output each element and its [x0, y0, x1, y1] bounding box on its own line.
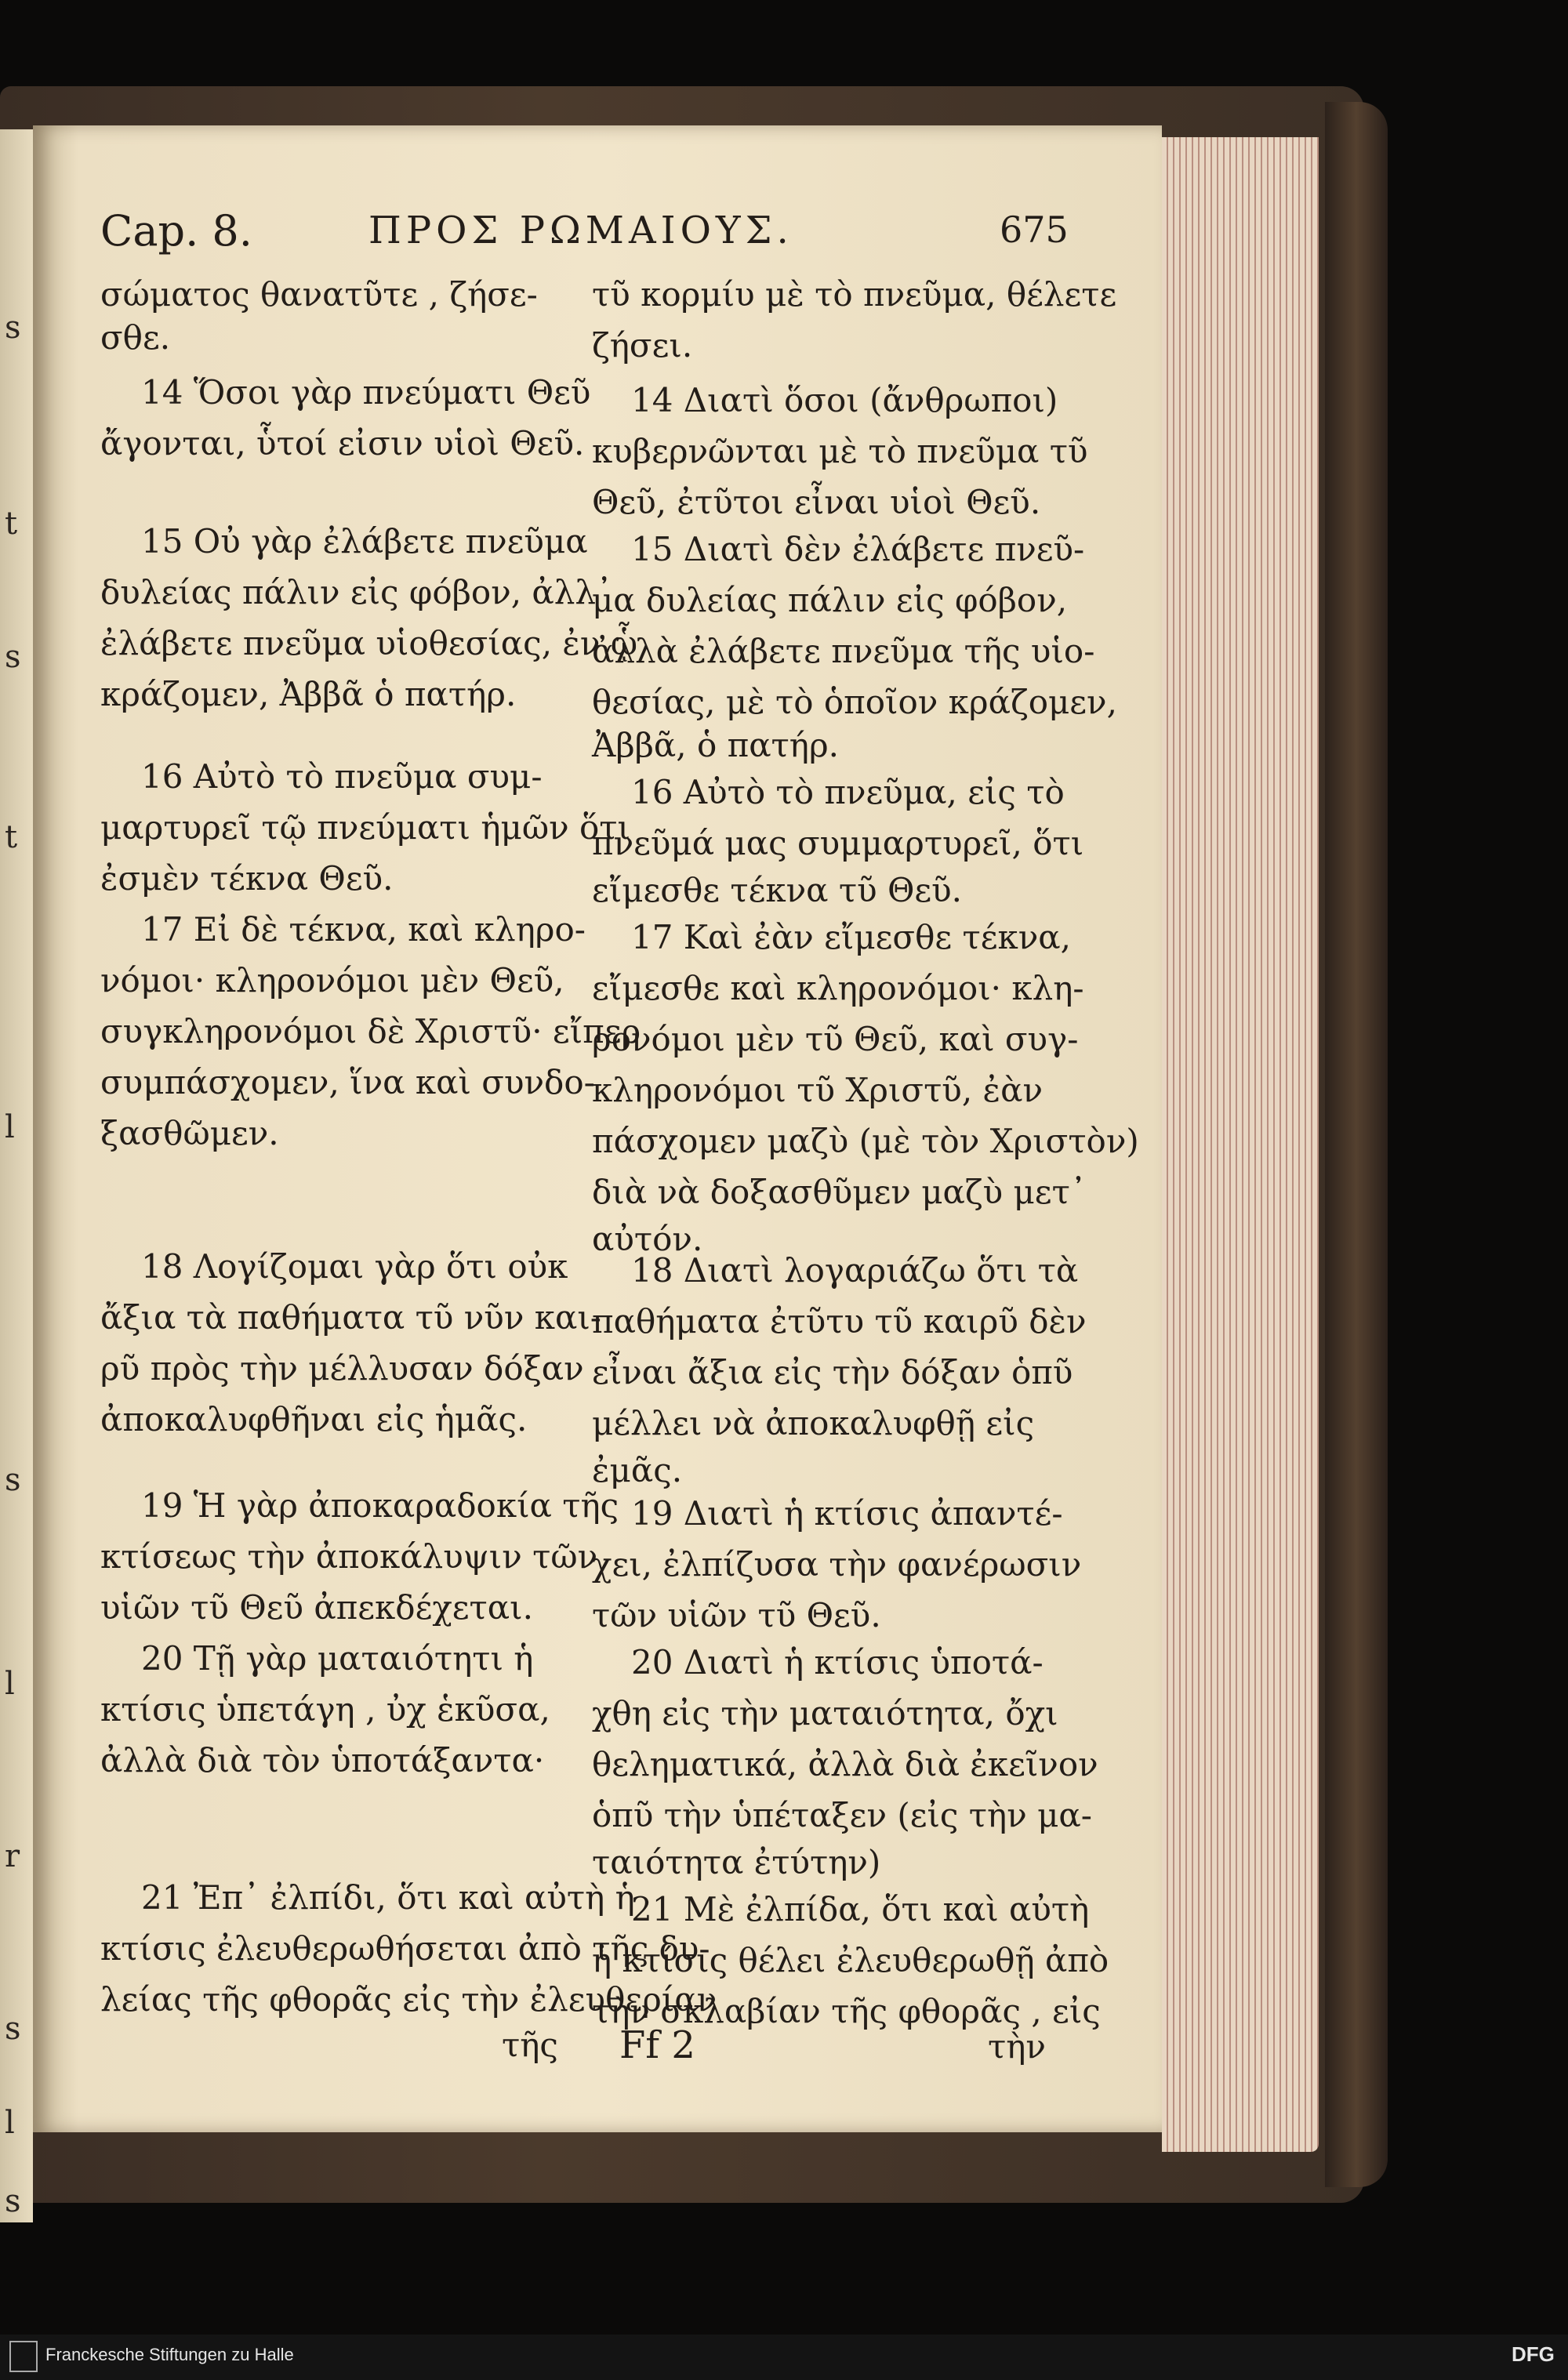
right-line: 17 Καὶ ἐὰν εἴμεσθε τέκνα,	[631, 918, 1071, 956]
dfg-logo: DFG	[1512, 2342, 1555, 2366]
left-line: κτίσις ὑπετάγη , ὐχ ἑκῦσα,	[100, 1690, 550, 1729]
right-line: πνεῦμά μας συμμαρτυρεῖ, ὅτι	[592, 824, 1084, 862]
left-line: ἀλλὰ διὰ τὸν ὑποτάξαντα·	[100, 1741, 545, 1780]
right-line: πάσχομεν μαζὺ (μὲ τὸν Χριστὸν)	[592, 1122, 1139, 1160]
left-line: σθε.	[100, 318, 171, 357]
right-line: κυβερνῶνται μὲ τὸ πνεῦμα τῦ	[592, 432, 1088, 470]
left-line: 18 Λογίζομαι γὰρ ὅτι οὐκ	[141, 1247, 568, 1286]
left-line: κτίσεως τὴν ἀποκάλυψιν τῶν	[100, 1537, 598, 1576]
right-line: ταιότητα ἐτύτην)	[592, 1843, 881, 1881]
chapter-heading: Cap. 8.	[100, 206, 252, 256]
right-line: κληρονόμοι τῦ Χριστῦ, ἐὰν	[592, 1071, 1043, 1109]
gutter-letter: l	[5, 1109, 15, 1145]
right-line: 20 Διατὶ ἡ κτίσις ὑποτά-	[631, 1643, 1044, 1682]
right-line: χει, ἐλπίζυσα τὴν φανέρωσιν	[592, 1545, 1082, 1584]
left-line: 15 Οὐ γὰρ ἐλάβετε πνεῦμα	[141, 522, 588, 561]
institution-name: Franckesche Stiftungen zu Halle	[45, 2345, 294, 2364]
right-line: 14 Διατὶ ὅσοι (ἄνθρωποι)	[631, 381, 1058, 419]
right-line: 18 Διατὶ λογαριάζω ὅτι τὰ	[631, 1251, 1079, 1290]
right-line: τῶν υἱῶν τῦ Θεῦ.	[592, 1596, 881, 1634]
gutter-letter: t	[5, 506, 18, 542]
left-line: 19 Ἡ γὰρ ἀποκαραδοκία τῆς	[141, 1486, 619, 1525]
left-line: κράζομεν, Ἀββᾶ ὁ πατήρ.	[100, 675, 517, 713]
right-line: θεσίας, μὲ τὸ ὁποῖον κράζομεν,	[592, 683, 1117, 721]
page-number: 675	[1000, 209, 1069, 251]
left-line: σώματος θανατῦτε , ζήσε-	[100, 275, 538, 314]
right-line: Ἀββᾶ, ὁ πατήρ.	[592, 726, 839, 764]
left-line: δυλείας πάλιν εἰς φόβον, ἀλλ᾽	[100, 573, 613, 611]
right-line: ἡ κτίσις θέλει ἐλευθερωθῇ ἀπὸ	[592, 1941, 1109, 1979]
gutter-letter: s	[5, 2011, 21, 2047]
left-line: υἱῶν τῦ Θεῦ ἀπεκδέχεται.	[100, 1588, 533, 1627]
running-title: ΠΡΟΣ ΡΩΜΑΙΟΥΣ.	[368, 209, 793, 252]
right-line: 15 Διατὶ δὲν ἐλάβετε πνεῦ-	[631, 530, 1085, 568]
catchword-left: τῆς	[502, 2026, 558, 2064]
gutter-letter: l	[5, 1666, 15, 1702]
right-line: τῦ κορμίυ μὲ τὸ πνεῦμα, θέλετε	[592, 275, 1117, 314]
right-line: εἴμεσθε τέκνα τῦ Θεῦ.	[592, 871, 963, 909]
page-edges	[1162, 137, 1319, 2152]
gutter-letter: s	[5, 639, 21, 675]
left-line: 16 Αὐτὸ τὸ πνεῦμα συμ-	[141, 757, 543, 796]
left-line: ἐλάβετε πνεῦμα υἱοθεσίας, ἐν ᾧ	[100, 624, 638, 662]
right-line: θεληματικά, ἀλλὰ διὰ ἐκεῖνον	[592, 1745, 1098, 1783]
right-line: ὁπῦ τὴν ὑπέταξεν (εἰς τὴν μα-	[592, 1796, 1092, 1834]
left-page-edge	[0, 129, 33, 2222]
left-line: ἐσμὲν τέκνα Θεῦ.	[100, 859, 394, 898]
catchword-right: τὴν	[988, 2027, 1046, 2066]
gutter-letter: t	[5, 819, 18, 855]
institution-logo-icon	[9, 2341, 38, 2372]
left-line: νόμοι· κληρονόμοι μὲν Θεῦ,	[100, 961, 564, 1000]
gutter-letter: s	[5, 2183, 21, 2219]
left-line: 17 Εἰ δὲ τέκνα, καὶ κληρο-	[141, 910, 586, 949]
left-line: ρῦ πρὸς τὴν μέλλυσαν δόξαν	[100, 1349, 584, 1388]
right-line: ζήσει.	[592, 326, 693, 365]
left-line: ξασθῶμεν.	[100, 1114, 279, 1152]
right-line: ἐμᾶς.	[592, 1451, 683, 1489]
left-line: 20 Τῇ γὰρ ματαιότητι ἡ	[141, 1639, 534, 1678]
right-line: ἀλλὰ ἐλάβετε πνεῦμα τῆς υἱο-	[592, 632, 1095, 670]
left-line: μαρτυρεῖ τῷ πνεύματι ἡμῶν ὅτι	[100, 808, 630, 847]
gutter-letter: s	[5, 1462, 21, 1498]
right-line: τὴν σκλαβίαν τῆς φθορᾶς , εἰς	[592, 1992, 1101, 2030]
signature-mark: Ff 2	[619, 2023, 695, 2067]
left-line: λείας τῆς φθορᾶς εἰς τὴν ἐλευθερίαν	[100, 1980, 717, 2019]
gutter-letter: r	[5, 1838, 20, 1874]
left-line: ἄξια τὰ παθήματα τῦ νῦν και-	[100, 1298, 601, 1337]
right-line: εἴμεσθε καὶ κληρονόμοι· κλη-	[592, 969, 1084, 1007]
left-line: 14 Ὅσοι γὰρ πνεύματι Θεῦ	[141, 373, 591, 412]
left-line: συμπάσχομεν, ἵνα καὶ συνδο-	[100, 1063, 595, 1101]
right-line: 16 Αὐτὸ τὸ πνεῦμα, εἰς τὸ	[631, 773, 1065, 811]
left-line: ἄγονται, ὗτοί εἰσιν υἱοὶ Θεῦ.	[100, 424, 585, 463]
right-line: αὐτόν.	[592, 1220, 703, 1258]
gutter-letter: l	[5, 2105, 15, 2141]
right-line: μέλλει νὰ ἀποκαλυφθῇ εἰς	[592, 1404, 1035, 1442]
left-line: 21 Ἐπ᾽ ἐλπίδι, ὅτι καὶ αὐτὴ ἡ	[141, 1878, 635, 1917]
right-line: 21 Μὲ ἐλπίδα, ὅτι καὶ αὐτὴ	[631, 1890, 1090, 1928]
right-line: Θεῦ, ἐτῦτοι εἶναι υἱοὶ Θεῦ.	[592, 483, 1041, 521]
right-line: μα δυλείας πάλιν εἰς φόβον,	[592, 581, 1068, 619]
left-line: κτίσις ἐλευθερωθήσεται ἀπὸ τῆς δυ-	[100, 1929, 710, 1968]
gutter-letter: s	[5, 310, 21, 346]
right-line: 19 Διατὶ ἡ κτίσις ἀπαντέ-	[631, 1494, 1063, 1533]
right-line: ρονόμοι μὲν τῦ Θεῦ, καὶ συγ-	[592, 1020, 1079, 1058]
right-line: εἶναι ἄξια εἰς τὴν δόξαν ὁπῦ	[592, 1353, 1073, 1391]
left-line: συγκληρονόμοι δὲ Χριστῦ· εἴπερ	[100, 1012, 641, 1050]
left-line: ἀποκαλυφθῆναι εἰς ἡμᾶς.	[100, 1400, 528, 1439]
book-spine	[1325, 102, 1388, 2187]
right-line: παθήματα ἐτῦτυ τῦ καιρῦ δὲν	[592, 1302, 1087, 1341]
right-line: διὰ νὰ δοξασθῦμεν μαζὺ μετ᾽	[592, 1173, 1087, 1211]
right-line: χθη εἰς τὴν ματαιότητα, ὄχι	[592, 1694, 1058, 1732]
